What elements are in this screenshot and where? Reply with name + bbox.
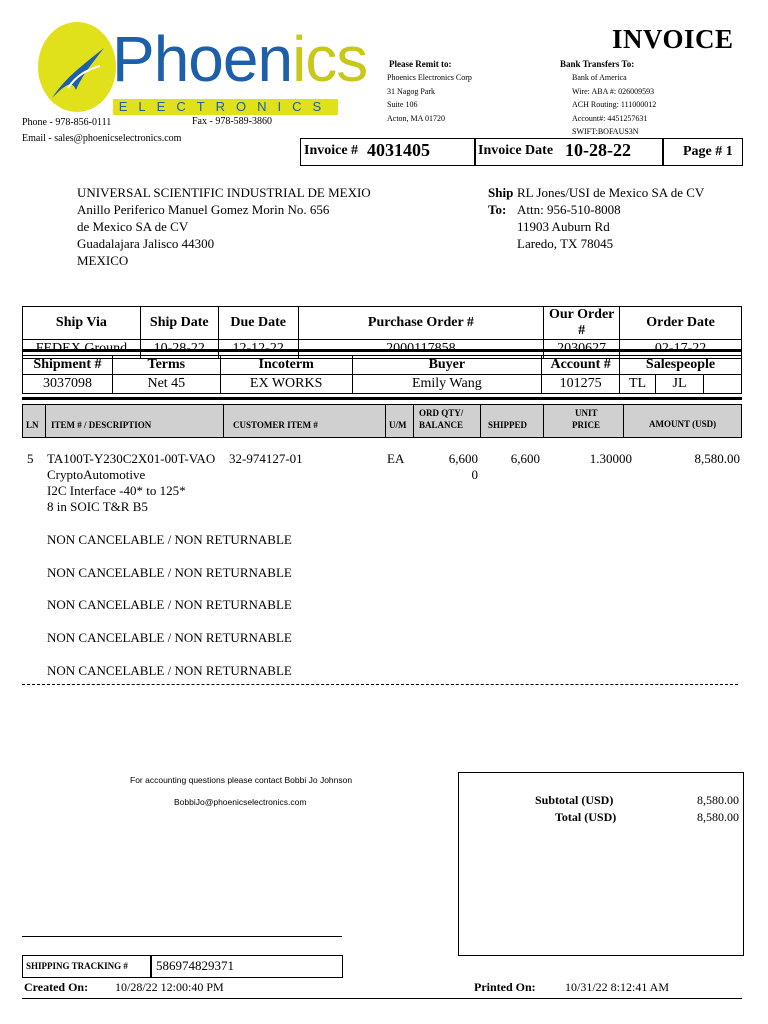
remit-to-block (387, 58, 472, 125)
notice: NON CANCELABLE / NON RETURNABLE (47, 630, 292, 645)
ship-label: Ship (488, 185, 514, 200)
remit-line: Acton, MA 01720 (387, 113, 445, 123)
col-item: ITEM # / DESCRIPTION (51, 420, 152, 430)
remit-line: Suite 106 (387, 100, 418, 109)
ship-to-block (517, 184, 704, 252)
order-header: Our Order # (544, 307, 620, 340)
bank-line: ACH Routing: 111000012 (572, 100, 657, 109)
col-ln: LN (26, 420, 39, 430)
col-unit: UNIT (575, 408, 598, 418)
bill-to-line: UNIVERSAL SCIENTIFIC INDUSTRIAL DE MEXIO (77, 185, 371, 200)
contact-email: BobbiJo@phoenicselectronics.com (174, 797, 307, 807)
shipment-header: Account # (542, 356, 620, 375)
item-desc-line: 8 in SOIC T&R B5 (47, 499, 148, 514)
ship-to-line: RL Jones/USI de Mexico SA de CV (517, 185, 705, 200)
shipment-cell: 3037098 (23, 375, 113, 394)
order-header: Ship Date (140, 307, 218, 340)
created-label: Created On: (24, 980, 89, 994)
printed-label: Printed On: (474, 980, 536, 994)
order-header: Purchase Order # (298, 307, 544, 340)
printed-value: 10/31/22 8:12:41 AM (565, 980, 670, 994)
shipment-header: Terms (112, 356, 220, 375)
salesperson-cell: TL (620, 375, 656, 394)
created-value: 10/28/22 12:00:40 PM (115, 980, 224, 994)
remit-line: Phoenics Electronics Corp (387, 73, 472, 82)
divider (22, 397, 742, 400)
col-amount: AMOUNT (USD) (649, 419, 717, 429)
col-price: PRICE (572, 420, 601, 430)
invoice-date-label: Invoice Date (478, 143, 554, 158)
bill-to-line: Anillo Periferico Manuel Gomez Morin No. 656 (77, 202, 330, 217)
col-ord-qty: ORD QTY/ (419, 408, 464, 418)
page-number-box (662, 138, 743, 166)
item-qty (420, 451, 478, 483)
notice: NON CANCELABLE / NON RETURNABLE (47, 597, 292, 612)
company-email: Email - sales@phoenicselectronics.com (22, 133, 182, 144)
item-amount: 8,580.00 (694, 451, 740, 466)
invoice-title: INVOICE (612, 24, 734, 54)
shipment-cell: Emily Wang (352, 375, 542, 394)
ship-to-line: 11903 Auburn Rd (517, 219, 610, 234)
tracking-value-box (150, 955, 343, 978)
salesperson-cell (703, 375, 741, 394)
logo-wordmark: Phoenics (112, 23, 368, 95)
bank-heading: Bank Transfers To: (560, 59, 635, 69)
item-ord-qty: 6,600 (448, 451, 478, 466)
contact-line: For accounting questions please contact Bobbi Jo Johnson (130, 775, 353, 785)
ship-to-label (488, 184, 513, 218)
ship-to-line: Laredo, TX 78045 (517, 236, 614, 251)
item-unit-price: 1.30000 (589, 451, 632, 466)
notice: NON CANCELABLE / NON RETURNABLE (47, 663, 292, 678)
item-ln: 5 (27, 451, 34, 466)
to-label: To: (488, 202, 507, 217)
bill-to-line: Guadalajara Jalisco 44300 (77, 236, 215, 251)
item-balance: 0 (471, 467, 478, 482)
invoice-number-box (300, 138, 476, 166)
subtotal-label: Subtotal (USD) (535, 793, 614, 807)
item-desc-line: CryptoAutomotive (47, 467, 146, 482)
shipment-cell: 101275 (542, 375, 620, 394)
order-header: Due Date (218, 307, 298, 340)
company-phone: Phone - 978-856-0111 (22, 117, 112, 128)
tracking-label-box (22, 955, 152, 978)
bank-line: Account#: 4451257631 (572, 113, 648, 123)
bill-to-line: de Mexico SA de CV (77, 219, 189, 234)
bank-block (560, 58, 657, 139)
phoenix-bird-icon (46, 40, 112, 106)
col-um: U/M (389, 420, 407, 430)
col-shipped: SHIPPED (488, 420, 528, 430)
total-value: 8,580.00 (697, 810, 739, 824)
item-um: EA (387, 451, 405, 466)
invoice-date-box (474, 138, 664, 166)
ship-to-line: Attn: 956-510-8008 (517, 202, 621, 217)
total-label: Total (USD) (555, 810, 617, 824)
divider (22, 998, 742, 999)
shipment-header: Incoterm (220, 356, 352, 375)
tracking-number: 586974829371 (156, 958, 234, 973)
divider (22, 349, 742, 352)
shipment-header: Salespeople (620, 356, 742, 375)
invoice-date: 10-28-22 (565, 140, 631, 160)
invoice-number: 4031405 (367, 140, 430, 160)
bank-line: Wire: ABA #: 026009593 (572, 86, 655, 96)
bill-to-line: MEXICO (77, 253, 129, 268)
remit-heading: Please Remit to: (389, 59, 452, 69)
invoice-number-label: Invoice # (304, 143, 359, 158)
divider (22, 936, 342, 937)
company-fax: Fax - 978-589-3860 (192, 116, 272, 127)
tracking-label: SHIPPING TRACKING # (26, 961, 128, 971)
col-customer: CUSTOMER ITEM # (233, 420, 318, 430)
order-header: Order Date (620, 307, 742, 340)
dashed-divider (22, 684, 738, 685)
item-shipped: 6,600 (510, 451, 540, 466)
remit-line: 31 Nagog Park (387, 86, 435, 96)
shipment-table (22, 355, 742, 394)
salesperson-cell: JL (656, 375, 704, 394)
item-desc-line: I2C Interface -40* to 125* (47, 483, 186, 498)
items-header (22, 404, 742, 438)
shipment-header: Buyer (352, 356, 542, 375)
bank-line: Bank of America (572, 73, 627, 82)
totals-box (458, 772, 744, 956)
order-header: Ship Via (23, 307, 141, 340)
notice: NON CANCELABLE / NON RETURNABLE (47, 565, 292, 580)
bank-line: SWIFT:BOFAUS3N (572, 127, 639, 136)
subtotal-value: 8,580.00 (697, 793, 739, 807)
shipment-cell: EX WORKS (220, 375, 352, 394)
item-customer: 32-974127-01 (229, 451, 303, 466)
item-description (47, 451, 215, 515)
item-part: TA100T-Y230C2X01-00T-VAO (47, 451, 216, 466)
page-number: Page # 1 (683, 144, 733, 159)
col-balance: BALANCE (419, 420, 464, 430)
shipment-header: Shipment # (23, 356, 113, 375)
bill-to-block (77, 184, 371, 269)
logo-subtitle: ELECTRONICS (118, 99, 333, 114)
notice: NON CANCELABLE / NON RETURNABLE (47, 532, 292, 547)
shipment-cell: Net 45 (112, 375, 220, 394)
